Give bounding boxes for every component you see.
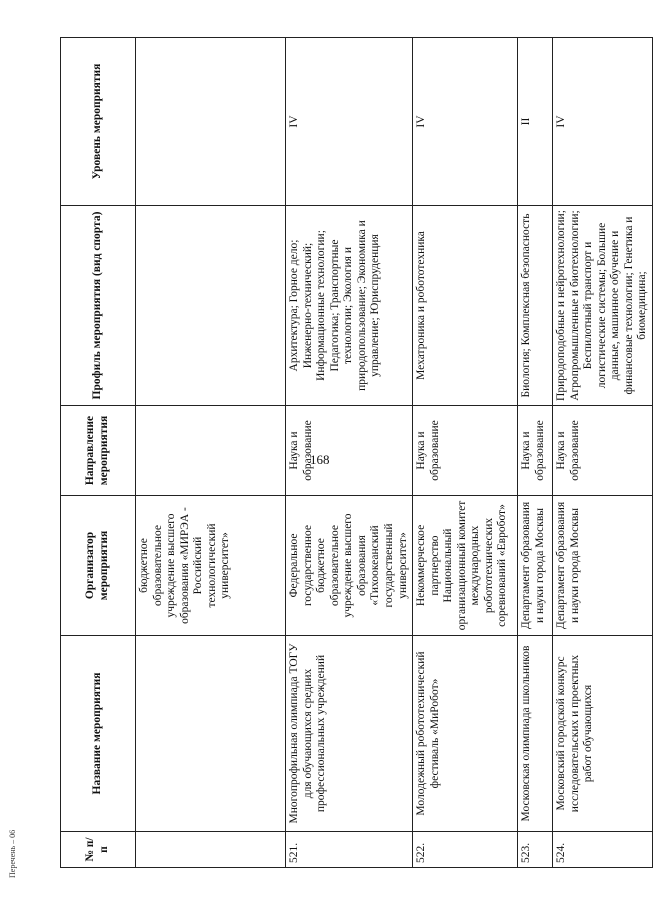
events-table bbox=[60, 38, 649, 868]
cell-name: Московский городской конкурс исследовательских и проектных работ обучающихся bbox=[553, 636, 653, 832]
header-profile: Профиль мероприятия (вид спорта) bbox=[61, 206, 136, 406]
table-row-continuation bbox=[136, 38, 286, 868]
cell-name: Молодежный робототехнический фестиваль «МиРобот» bbox=[413, 636, 518, 832]
cell-name bbox=[136, 636, 286, 832]
cell-direction: Наука и образование bbox=[286, 406, 413, 496]
cell-direction: Наука и образование bbox=[553, 406, 653, 496]
cell-profile: Мехатроника и робототехника bbox=[413, 206, 518, 406]
header-level: Уровень мероприятия bbox=[61, 38, 136, 206]
cell-num: 524. bbox=[553, 832, 653, 868]
cell-level: II bbox=[518, 38, 553, 206]
cell-name: Многопрофильная олимпиада ТОГУ для обучающихся средних профессиональных учреждений bbox=[286, 636, 413, 832]
header-name: Название мероприятия bbox=[61, 636, 136, 832]
cell-organizer: Департамент образования и науки города Москвы bbox=[518, 496, 553, 636]
cell-profile: Биология; Комплексная безопасность bbox=[518, 206, 553, 406]
cell-organizer: Федеральное государственное бюджетное образовательное учреждение высшего образования «Тихоокеанский государственный университет» bbox=[286, 496, 413, 636]
cell-profile bbox=[136, 206, 286, 406]
table-row bbox=[413, 38, 518, 868]
cell-level: IV bbox=[286, 38, 413, 206]
cell-organizer: Департамент образования и науки города Москвы bbox=[553, 496, 653, 636]
cell-num: 523. bbox=[518, 832, 553, 868]
cell-direction: Наука и образование bbox=[518, 406, 553, 496]
cell-profile: Архитектура; Горное дело; Инженерно-технический; Информационные технологии; Педагогика; Транспортные технологии; Экология и природопользование; Экономика и управление; Юриспруденция bbox=[286, 206, 413, 406]
cell-level: IV bbox=[413, 38, 518, 206]
table-row bbox=[518, 38, 553, 868]
cell-direction: Наука и образование bbox=[413, 406, 518, 496]
cell-num bbox=[136, 832, 286, 868]
cell-organizer: Некоммерческое партнерство Национальный организационный комитет международных робототехнических соревнований «Евробот» bbox=[413, 496, 518, 636]
header-direction: Направление мероприятия bbox=[61, 406, 136, 496]
cell-level: IV bbox=[553, 38, 653, 206]
cell-level bbox=[136, 38, 286, 206]
footer-label: Перечень – 06 bbox=[8, 829, 17, 878]
cell-num: 521. bbox=[286, 832, 413, 868]
cell-num: 522. bbox=[413, 832, 518, 868]
table-row bbox=[553, 38, 653, 868]
cell-direction bbox=[136, 406, 286, 496]
header-num: № п/п bbox=[61, 832, 136, 868]
page-number: 168 bbox=[310, 452, 330, 467]
table-header-row bbox=[61, 38, 136, 868]
cell-name: Московская олимпиада школьников bbox=[518, 636, 553, 832]
cell-organizer: бюджетное образовательное учреждение высшего образования «МИРЭА - Российский технологический университет» bbox=[136, 496, 286, 636]
cell-profile: Природоподобные и нейротехнологии; Агропромышленные и биотехнологии; Беспилотный транспорт и логистические системы; Большие данные, машинное обучение и финансовые технологии; Генетика и биомедицина; bbox=[553, 206, 653, 406]
table-row bbox=[286, 38, 413, 868]
header-organizer: Организатор мероприятия bbox=[61, 496, 136, 636]
